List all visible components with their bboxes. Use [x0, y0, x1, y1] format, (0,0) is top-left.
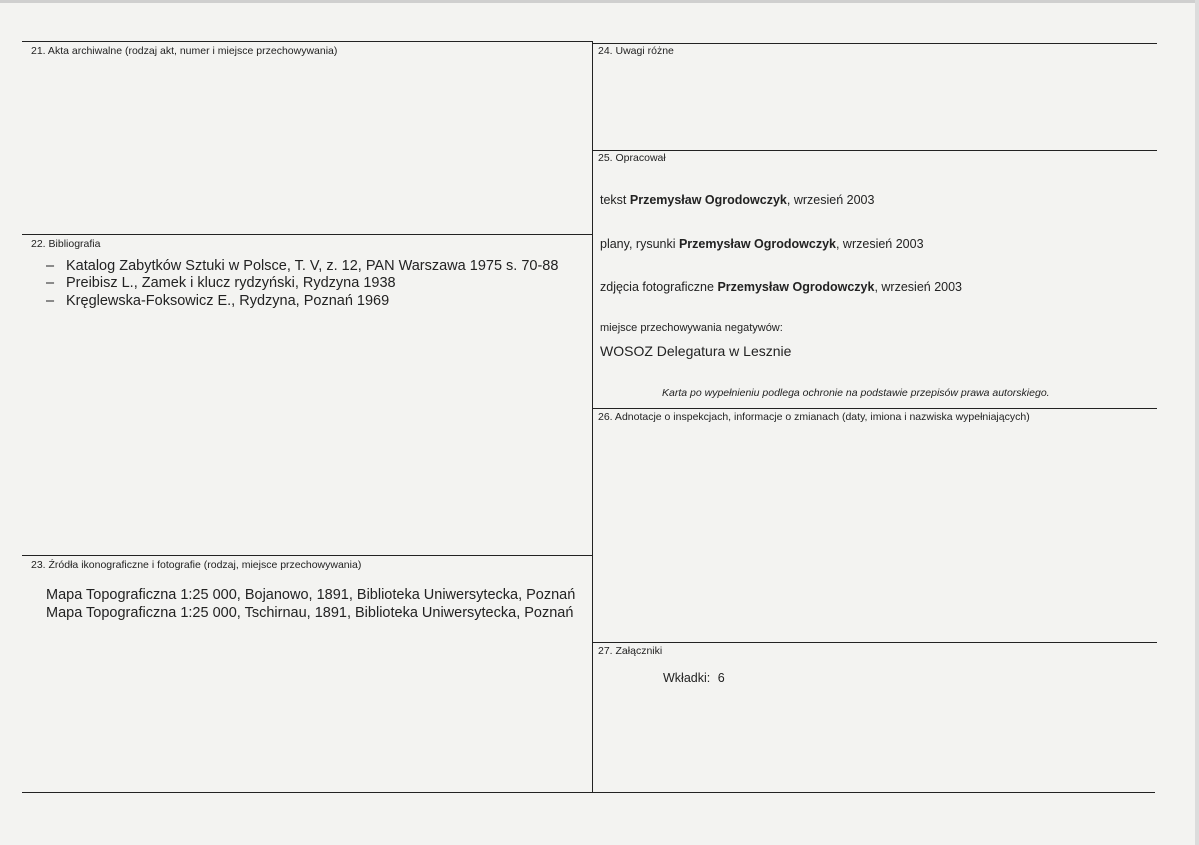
section-22-label: 22. Bibliografia	[31, 238, 101, 250]
bibliography-item-text: Kręglewska-Foksowicz E., Rydzyna, Poznań 1969	[66, 292, 390, 309]
dash-bullet: –	[46, 275, 55, 292]
iconography-list	[46, 587, 575, 622]
rule-s22	[22, 234, 592, 235]
page-right-edge	[1195, 0, 1199, 845]
bibliography-item	[46, 275, 558, 293]
copyright-note: Karta po wypełnieniu podlega ochronie na podstawie przepisów prawa autorskiego.	[662, 387, 1050, 399]
negatives-value: WOSOZ Delegatura w Lesznie	[600, 343, 792, 359]
page-top-edge	[0, 0, 1199, 3]
rule-bottom	[22, 792, 1155, 793]
bibliography-item	[46, 292, 558, 310]
section-25-label: 25. Opracował	[598, 152, 666, 164]
credit-date: , wrzesień 2003	[835, 237, 924, 251]
bibliography-item-text: Katalog Zabytków Sztuki w Polsce, T. V, z. 12, PAN Warszawa 1975 s. 70-88	[66, 257, 559, 274]
bibliography-item-text: Preibisz L., Zamek i klucz rydzyński, Rydzyna 1938	[66, 275, 396, 292]
rule-center-vertical	[592, 41, 593, 793]
section-24-label: 24. Uwagi różne	[598, 45, 674, 57]
credit-text	[600, 193, 874, 207]
bibliography-item	[46, 257, 558, 275]
credit-plans	[600, 237, 924, 251]
iconography-item: Mapa Topograficzna 1:25 000, Bojanowo, 1891, Biblioteka Uniwersytecka, Poznań	[46, 587, 576, 603]
section-26-label: 26. Adnotacje o inspekcjach, informacje o zmianach (daty, imiona i nazwiska wypełniających)	[598, 411, 1030, 423]
section-27-label: 27. Załączniki	[598, 645, 663, 657]
rule-s27	[592, 642, 1157, 643]
credit-author: Przemysław Ogrodowczyk	[629, 193, 787, 207]
rule-top-left	[22, 41, 592, 42]
rule-s26	[592, 408, 1157, 409]
rule-s23	[22, 555, 592, 556]
iconography-item: Mapa Topograficzna 1:25 000, Tschirnau, 1891, Biblioteka Uniwersytecka, Poznań	[46, 604, 574, 621]
credit-prefix: plany, rysunki	[600, 237, 679, 251]
credit-date: , wrzesień 2003	[786, 193, 875, 207]
credit-date: , wrzesień 2003	[874, 280, 963, 294]
attachments-value: 6	[717, 671, 725, 685]
negatives-label: miejsce przechowywania negatywów:	[600, 322, 783, 334]
section-21-label: 21. Akta archiwalne (rodzaj akt, numer i miejsce przechowywania)	[31, 45, 338, 57]
attachments-label: Wkładki:	[663, 671, 711, 685]
rule-s25	[592, 150, 1157, 151]
credit-photos	[600, 280, 962, 294]
attachments-count	[663, 671, 725, 685]
rule-top-right	[592, 43, 1157, 44]
dash-bullet: –	[46, 292, 55, 309]
credit-prefix: tekst	[600, 193, 630, 207]
credit-prefix: zdjęcia fotograficzne	[600, 280, 718, 294]
section-23-label: 23. Źródła ikonograficzne i fotografie (rodzaj, miejsce przechowywania)	[31, 559, 362, 571]
credit-author: Przemysław Ogrodowczyk	[678, 237, 836, 251]
credit-author: Przemysław Ogrodowczyk	[717, 280, 875, 294]
dash-bullet: –	[46, 257, 55, 274]
bibliography-list	[46, 257, 558, 310]
